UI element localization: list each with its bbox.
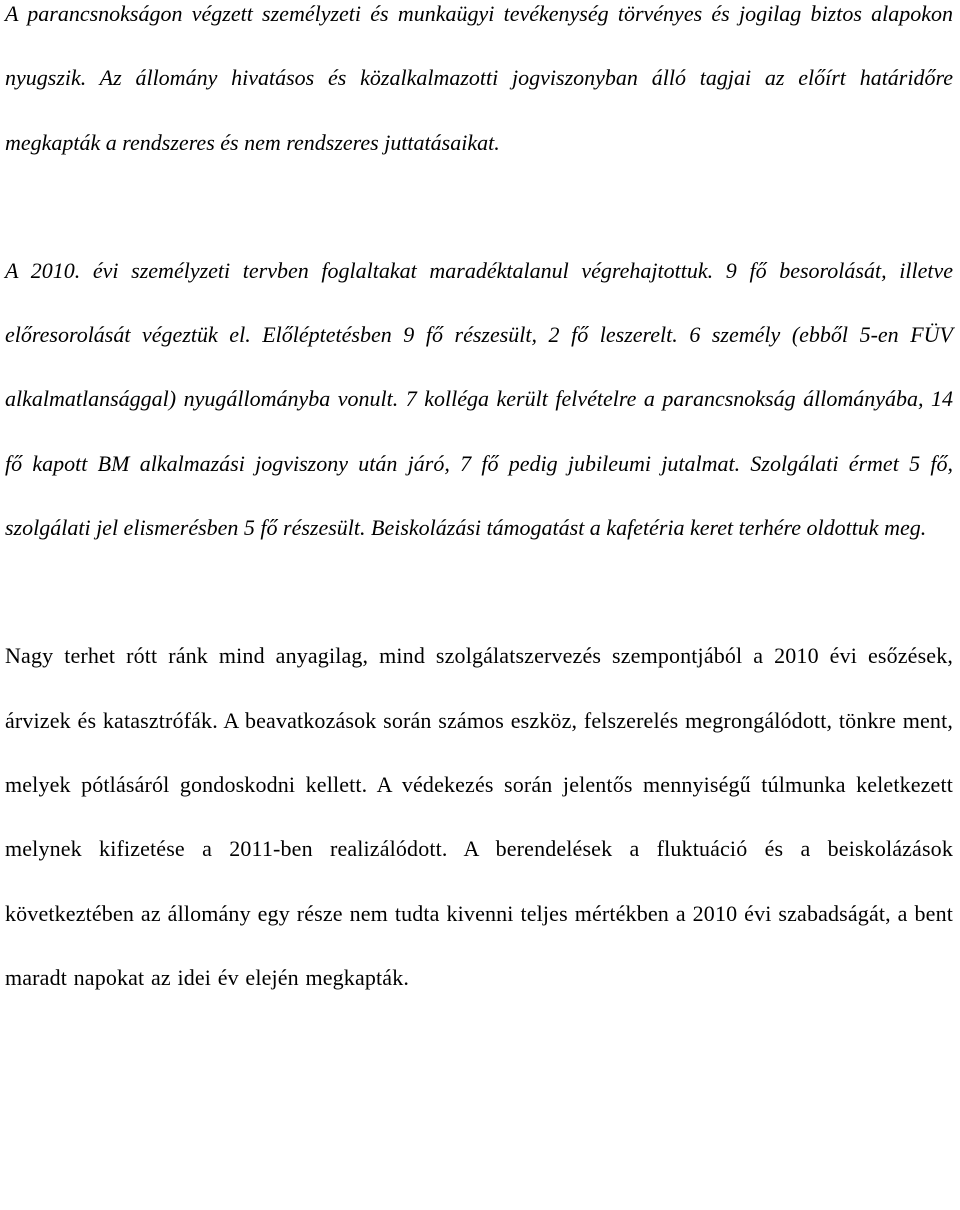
paragraph-personnel-plan-2010: A 2010. évi személyzeti tervben foglaltakat maradéktalanul végrehajtottuk. 9 fő besorolását, illetve előresorolását végeztük el. Előléptetésben 9 fő részesült, 2 fő leszerelt. 6 személy (ebből 5-en FÜV alkalmatlansággal) nyugállományba vonult. 7 kolléga került felvételre a parancsnokság állományába, 14 fő kapott BM alkalmazási jogviszony után járó, 7 fő pedig jubileumi jutalmat. Szolgálati érmet 5 fő, szolgálati jel elismerésben 5 fő részesült. Beiskolázási támogatást a kafetéria keret terhére oldottuk meg.: [5, 257, 953, 541]
paragraph-personnel-basis: A parancsnokságon végzett személyzeti és munkaügyi tevékenység törvényes és jogilag biztos alapokon nyugszik. Az állomány hivatásos és közalkalmazotti jogviszonyban álló tagjai az előírt határidőre megkapták a rendszeres és nem rendszeres juttatásaikat.: [5, 1, 953, 155]
document-page: [5, 0, 953, 1010]
paragraph-flood-burden: Nagy terhet rótt ránk mind anyagilag, mind szolgálatszervezés szempontjából a 2010 évi esőzések, árvizek és katasztrófák. A beavatkozások során számos eszköz, felszerelés megrongálódott, tönkre ment, melyek pótlásáról gondoskodni kellett. A védekezés során jelentős mennyiségű túlmunka keletkezett melynek kifizetése a 2011-ben realizálódott. A berendelések a fluktuáció és a beiskolázások következtében az állomány egy része nem tudta kivenni teljes mértékben a 2010 évi szabadságát, a bent maradt napokat az idei év elején megkapták.: [5, 643, 953, 990]
